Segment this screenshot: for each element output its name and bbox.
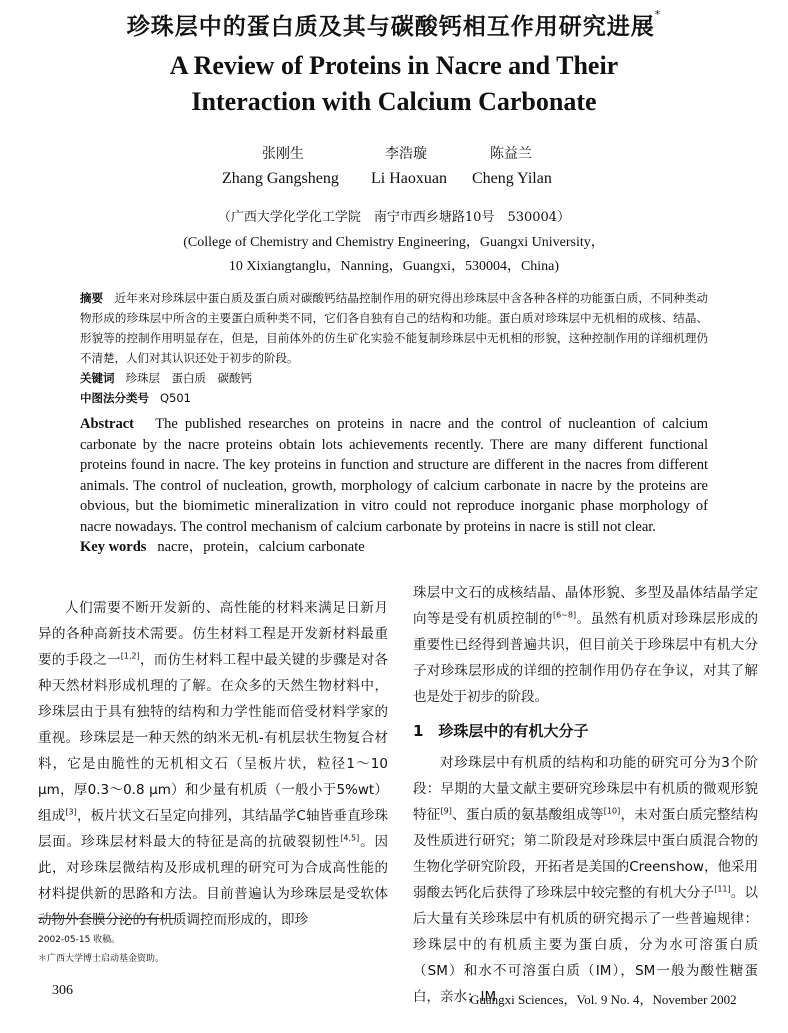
affiliation-english-line-2: 10 Xixiangtanglu，Nanning，Guangxi，530004，China)	[228, 259, 560, 274]
author-cn-1: 张刚生	[262, 146, 304, 162]
citation: [9]	[440, 806, 452, 816]
body-text: ，而仿生材料工程中最关键的步骤是对各种天然材料形成机理的了解。在众多的天然生物材料中，珍珠层由于具有独特的结构和力学性能而倍受材料学家的重视。珍珠层是一种天然的纳米无机-有机层状生物复合材料，它是由脆性的无机相文石（呈板片状，粒径1～10 μm，厚0.3～0.8 μm）和少量有机质（一般小于5%wt）组成	[38, 652, 389, 824]
clc-number	[80, 388, 708, 408]
citation: [3]	[65, 807, 77, 817]
body-text: 。以后大量有关珍珠层中有机质的研究揭示了一些普遍规律：珍珠层中的有机质主要为蛋白质，分为水可溶蛋白质（SM）和水不可溶蛋白质（IM），SM一般为酸性糖蛋白，亲水；IM	[413, 885, 759, 1005]
footnote-divider	[38, 918, 176, 919]
abstract-english	[80, 414, 708, 558]
footnote-received: 2002-05-15 收稿。	[38, 935, 121, 945]
abstract-cn-label: 摘要	[80, 291, 104, 305]
abstract-chinese	[80, 288, 708, 408]
affiliation-english-line-1: (College of Chemistry and Chemistry Engineering，Guangxi University，	[183, 235, 605, 250]
citation: [6~8]	[552, 610, 577, 620]
body-text: ，未对蛋白质完整结构及性质进行研究；第二阶段是对珍珠层中蛋白质混合物的生物化学研究阶段，开拓者是美国的Creenshow，他采用弱酸去钙化后获得了珍珠层中较完整的有机大分子	[413, 807, 759, 901]
author-cn-3: 陈益兰	[490, 146, 532, 162]
author-en-3: Cheng Yilan	[472, 170, 552, 187]
title-english-line-1: A Review of Proteins in Nacre and Their	[169, 51, 619, 80]
abstract-cn-text: 近年来对珍珠层中蛋白质及蛋白质对碳酸钙结晶控制作用的研究得出珍珠层中含各种各样的功能蛋白质，不同种类动物形成的珍珠层中所含的主要蛋白质种类不同，它们各自独有自己的结构和功能。蛋白质对珍珠层中无机相的成核、结晶、形貌等的控制作用明显存在，但是，目前体外的仿生矿化实验不能复制珍珠层中无机相的形貌，这种控制作用的详细机理仍不清楚，人们对其认识还处于初步的阶段。	[80, 291, 709, 365]
author-cn-2: 李浩璇	[385, 146, 427, 162]
citation: [4,5]	[340, 833, 360, 843]
body-left-column	[38, 595, 388, 933]
body-right-column	[413, 580, 758, 1010]
title-footnote-mark: *	[654, 8, 662, 21]
body-paragraph	[413, 580, 758, 710]
body-text: 、蛋白质的氨基酸组成等	[451, 807, 604, 823]
author-en-2: Li Haoxuan	[371, 170, 447, 187]
title-chinese	[0, 8, 788, 41]
body-text: 。因此，对珍珠层微结构及形成机理的研究可为合成高性能的材料提供新的思路和方法。目前普遍认为珍珠层是受软体动物外套膜分泌的有机质调控而形成的，即珍	[38, 834, 389, 928]
keywords-cn-label: 关键词	[80, 371, 115, 385]
body-text: 对珍珠层中有机质的结构和功能的研究可分为3个阶段：早期的大量文献主要研究珍珠层中有机质的微观形貌特征	[413, 755, 758, 823]
body-paragraph	[413, 750, 758, 1010]
clc-value: Q501	[159, 391, 191, 405]
body-text: ，板片状文石呈定向排列，其结晶学C轴皆垂直珍珠层面。珍珠层材料最大的特征是高的抗破裂韧性	[38, 808, 388, 850]
keywords-en-label: Key words	[80, 539, 147, 555]
clc-label: 中图法分类号	[80, 391, 149, 405]
citation: [11]	[714, 884, 731, 894]
author-en-1: Zhang Gangsheng	[222, 170, 339, 187]
section-heading: 1 珍珠层中的有机大分子	[413, 722, 589, 740]
body-text: 人们需要不断开发新的、高性能的材料来满足日新月异的各种高新技术需要。仿生材料工程是开发新材料最重要的手段之一	[38, 600, 388, 668]
keywords-cn	[80, 368, 708, 388]
title-english-line-2: Interaction with Calcium Carbonate	[191, 87, 597, 116]
body-text: 。虽然有机质对珍珠层形成的重要性已经得到普遍共识，但目前关于珍珠层中有机大分子对珍珠层形成的详细的控制作用仍存在争议，对其了解也是处于初步的阶段。	[413, 611, 759, 705]
page-number: 306	[52, 983, 73, 998]
title-chinese-text: 珍珠层中的蛋白质及其与碳酸钙相互作用研究进展	[126, 14, 655, 40]
footnote-funding: ＊广西大学博士启动基金资助。	[38, 954, 165, 964]
abstract-en-text: The published researches on proteins in nacre and the control of nucleantion of calcium carbonate by the nacre proteins obtain lots achievements recently. There are many different functional proteins found in nacre. The key proteins in function and structure are different in the nacres from different animals. The control of nucleation, growth, morphology of calcium carbonate in nacre by the proteins are obvious, but the biomimetic mineralization in vitro could not reproduce inorganic phase morphology of nacre nowadays. The control mechanism of calcium carbonate by proteins in nacre is still not clear.	[80, 416, 708, 535]
body-paragraph	[38, 595, 388, 933]
body-text: 珠层中文石的成核结晶、晶体形貌、多型及晶体结晶学定向等是受有机质控制的	[413, 585, 758, 627]
keywords-cn-text: 珍珠层 蛋白质 碳酸钙	[125, 371, 252, 385]
abstract-en-paragraph	[80, 414, 708, 537]
keywords-en	[80, 537, 708, 558]
citation: [10]	[603, 806, 621, 816]
abstract-cn-paragraph	[80, 288, 708, 368]
keywords-en-text: nacre，protein，calcium carbonate	[157, 539, 365, 555]
citation: [1,2]	[120, 651, 140, 661]
journal-citation: Guangxi Sciences，Vol. 9 No. 4，November 2002	[470, 992, 737, 1007]
abstract-en-label: Abstract	[80, 416, 134, 432]
affiliation-chinese: （广西大学化学化工学院 南宁市西乡塘路10号 530004）	[217, 210, 571, 225]
